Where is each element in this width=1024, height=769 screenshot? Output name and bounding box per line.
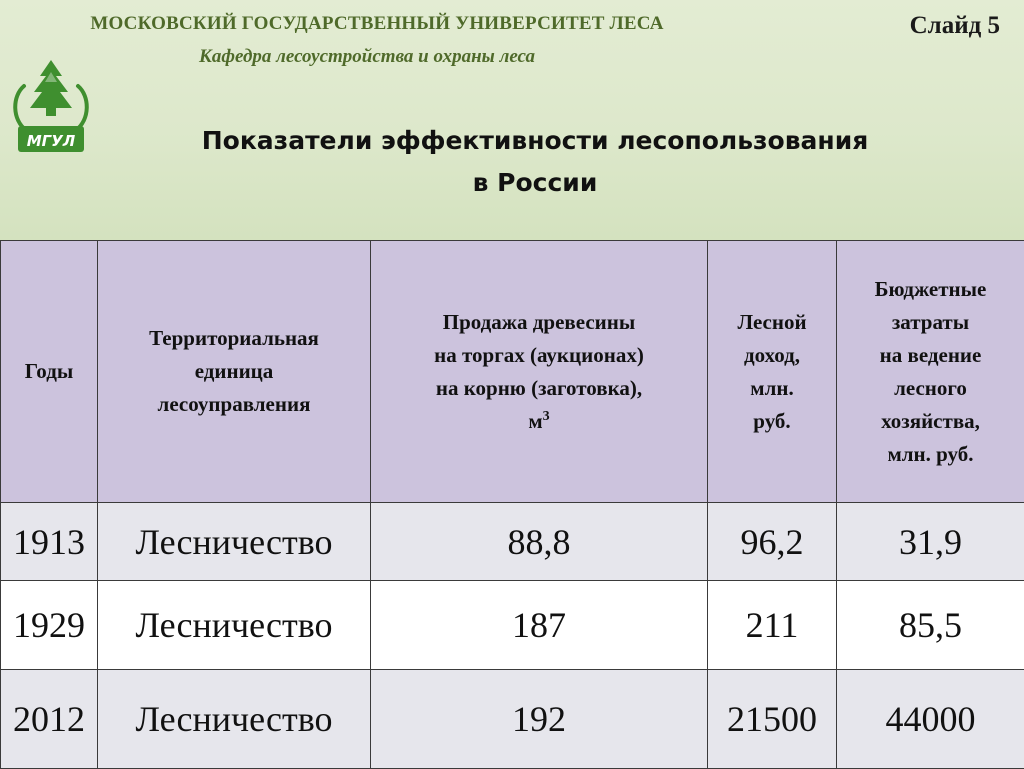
budget-costs-cell: 44000	[837, 670, 1024, 769]
year-cell: 1929	[1, 581, 98, 670]
table-header-row	[1, 241, 1024, 503]
header-line: млн.	[708, 372, 836, 405]
header-line: руб.	[708, 405, 836, 438]
slide-title-line-2: в России	[160, 162, 910, 204]
year-cell: 1913	[1, 503, 98, 581]
timber-sales-cell: 88,8	[371, 503, 708, 581]
header-line: Продажа древесины	[371, 306, 707, 339]
header-line: на ведение	[837, 339, 1024, 372]
header-line: на корню (заготовка),	[371, 372, 707, 405]
territorial-unit-cell: Лесничество	[98, 503, 371, 581]
table-row	[1, 503, 1024, 581]
column-header-forest-income	[708, 241, 837, 503]
forest-income-cell: 21500	[708, 670, 837, 769]
territorial-unit-cell: Лесничество	[98, 581, 371, 670]
header-line: на торгах (аукционах)	[371, 339, 707, 372]
header-line: лесного	[837, 372, 1024, 405]
year-cell: 2012	[1, 670, 98, 769]
header-line: затраты	[837, 306, 1024, 339]
header-line: Бюджетные	[837, 273, 1024, 306]
slide-header	[0, 0, 1024, 240]
header-line: Территориальная	[98, 322, 370, 355]
university-name: МОСКОВСКИЙ ГОСУДАРСТВЕННЫЙ УНИВЕРСИТЕТ ЛЕСА	[72, 13, 682, 35]
timber-sales-cell: 187	[371, 581, 708, 670]
university-logo-icon	[10, 56, 92, 160]
header-line: единица	[98, 355, 370, 388]
forest-income-cell: 96,2	[708, 503, 837, 581]
department-name: Кафедра лесоустройства и охраны леса	[72, 46, 662, 68]
column-header-budget-costs	[837, 241, 1024, 503]
header-line-unit	[371, 405, 707, 438]
forest-income-cell: 211	[708, 581, 837, 670]
table-row	[1, 581, 1024, 670]
unit-text: м	[528, 409, 542, 433]
header-line: Лесной	[708, 306, 836, 339]
column-header-timber-sales	[371, 241, 708, 503]
slide-title	[160, 120, 910, 204]
header-line: доход,	[708, 339, 836, 372]
table-row	[1, 670, 1024, 769]
unit-superscript: 3	[543, 409, 550, 424]
slide-number: Слайд 5	[910, 12, 1000, 40]
budget-costs-cell: 85,5	[837, 581, 1024, 670]
column-header-territorial-unit	[98, 241, 371, 503]
header-line: хозяйства,	[837, 405, 1024, 438]
column-header-years	[1, 241, 98, 503]
forest-efficiency-table	[0, 240, 1024, 769]
logo-text: МГУЛ	[27, 132, 76, 150]
timber-sales-cell: 192	[371, 670, 708, 769]
territorial-unit-cell: Лесничество	[98, 670, 371, 769]
header-line: Годы	[1, 355, 97, 388]
header-line: лесоуправления	[98, 388, 370, 421]
slide-title-line-1: Показатели эффективности лесопользования	[160, 120, 910, 162]
header-line: млн. руб.	[837, 438, 1024, 471]
budget-costs-cell: 31,9	[837, 503, 1024, 581]
